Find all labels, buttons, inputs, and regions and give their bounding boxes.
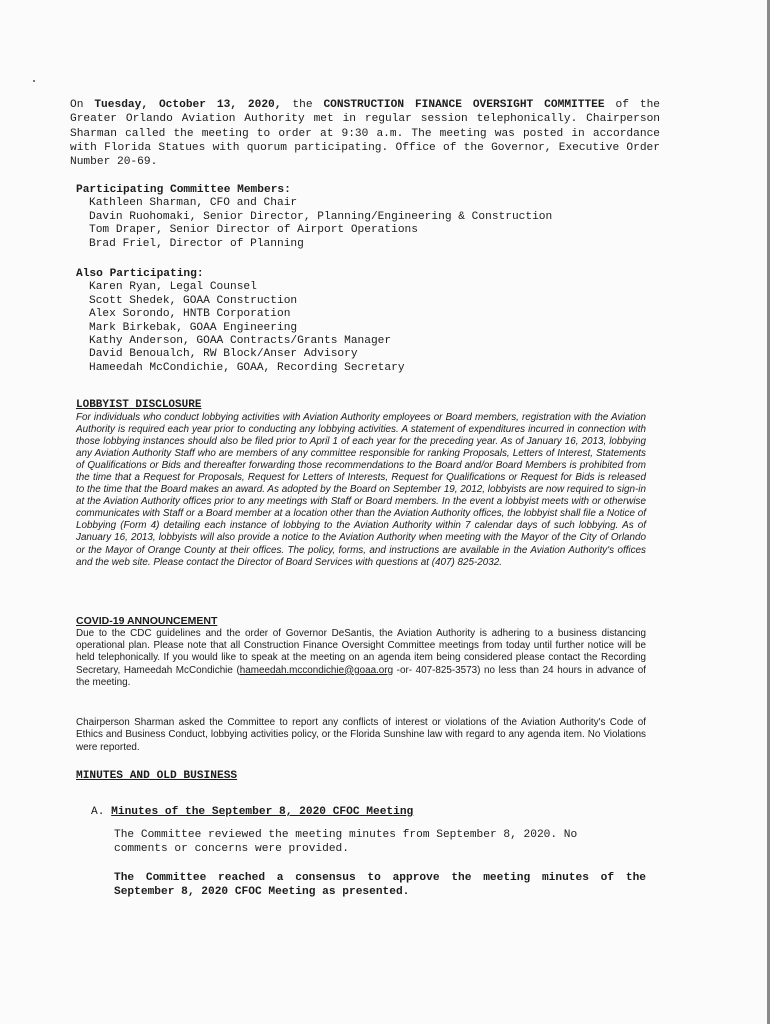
- member-item: Kathleen Sharman, CFO and Chair: [89, 197, 298, 210]
- attendee-item: Alex Sorondo, HNTB Corporation: [89, 308, 291, 321]
- conflicts-paragraph: Chairperson Sharman asked the Committee to report any conflicts of interest or violations of the Aviation Authority's Code of Ethics and Business Conduct, lobbying activities policy, or the Florida Sunshine law with regard to any agenda item. No Violations were reported.: [76, 717, 646, 753]
- opening-rest: of the Greater Orlando Aviation Authority met in regular session telephonically. Chairperson Sharman called the meeting to order at 9:30 a.m. The meeting was posted in accordance with Florida Statues with quorum participating. Office of the Governor, Executive Order Number 20-69.: [70, 99, 660, 169]
- attendee-item: Scott Shedek, GOAA Construction: [89, 294, 298, 307]
- item-letter: A.: [91, 806, 105, 818]
- scan-speck: [33, 80, 35, 82]
- review-paragraph: The Committee reviewed the meeting minutes from September 8, 2020. No comments or concerns were provided.: [114, 829, 578, 856]
- attendee-item: Mark Birkebak, GOAA Engineering: [89, 321, 298, 334]
- also-heading: Also Participating:: [76, 268, 204, 280]
- attendee-item: David Benoualch, RW Block/Anser Advisory: [89, 348, 358, 361]
- item-title: Minutes of the September 8, 2020 CFOC Meeting: [111, 806, 414, 818]
- also-section: [76, 268, 405, 375]
- covid-section: [76, 615, 646, 689]
- member-item: Davin Ruohomaki, Senior Director, Planning/Engineering & Construction: [89, 210, 553, 223]
- member-item: Brad Friel, Director of Planning: [89, 237, 304, 250]
- covid-text-before: Due to the CDC guidelines and the order of Governor DeSantis, the Aviation Authority is adhering to a business distancing operational plan. Please note that all Construction Finance Oversight Committee meetings from today until further notice will be held telephonically. If you would like to speak at the meeting on an agenda item being considered please contact the Recording Secretary, Hameedah McCondichie (: [76, 628, 646, 676]
- lobbyist-heading: LOBBYIST DISCLOSURE: [76, 399, 202, 411]
- attendee-item: Karen Ryan, Legal Counsel: [89, 281, 257, 294]
- committee-name: CONSTRUCTION FINANCE OVERSIGHT COMMITTEE: [323, 99, 605, 111]
- attendee-item: Kathy Anderson, GOAA Contracts/Grants Manager: [89, 335, 392, 348]
- covid-text: [76, 628, 646, 689]
- lobbyist-section: [76, 399, 646, 569]
- covid-heading: COVID-19 ANNOUNCEMENT: [76, 615, 218, 627]
- minutes-section-heading: MINUTES AND OLD BUSINESS: [76, 770, 238, 782]
- members-heading: Participating Committee Members:: [76, 184, 291, 196]
- attendee-item: Hameedah McCondichie, GOAA, Recording Secretary: [89, 361, 405, 374]
- lobbyist-text: For individuals who conduct lobbying activities with Aviation Authority employees or Board members, registration with the Aviation Authority is required each year prior to conducting any lobbying activities. A statement of expenditures incurred in connection with those lobbying instances should also be filed prior to April 1 of each year for the preceding year. As of January 16, 2013, lobbying any Aviation Authority Staff who are members of any committee responsible for ranking Proposals, Letters of Interest, Statements of Qualifications or Bids and thereafter forwarding those recommendations to the Board and/or Board Members is prohibited from the time that a Request for Proposals, Request for Letters of Interests, Request for Qualifications or Request for Bids is released to the time that the Board makes an award. As adopted by the Board on September 19, 2012, lobbyists are now required to sign-in at the Aviation Authority offices prior to any meetings with Staff or Board members. In the event a lobbyist meets with or otherwise communicates with Staff or a Board member at a location other than the Aviation Authority offices, the lobbyist shall file a Notice of Lobbying (Form 4) detailing each instance of lobbying to the Aviation Authority within 7 calendar days of such lobbying. As of January 16, 2013, lobbyists will also provide a notice to the Aviation Authority when meeting with the Mayor of the City of Orlando or the Mayor of Orange County at their offices. The policy, forms, and instructions are available in the Aviation Authority's offices and the web site. Please contact the Director of Board Services with questions at (407) 825-2032.: [76, 412, 646, 568]
- email-link[interactable]: hameedah.mccondichie@goaa.org: [239, 664, 394, 676]
- agenda-item-a: [91, 806, 413, 818]
- covid-text-after: -or- 407-825-3573) no less than 24 hours in advance of the meeting.: [76, 664, 646, 688]
- member-item: Tom Draper, Senior Director of Airport Operations: [89, 224, 418, 237]
- consensus-paragraph: The Committee reached a consensus to approve the meeting minutes of the September 8, 2020 CFOC Meeting as presented.: [114, 872, 646, 899]
- members-section: [76, 184, 552, 251]
- opening-pre1: On: [70, 99, 95, 111]
- opening-pre2: the: [281, 99, 324, 111]
- meeting-date: Tuesday, October 13, 2020,: [94, 99, 282, 111]
- opening-paragraph: [70, 98, 660, 169]
